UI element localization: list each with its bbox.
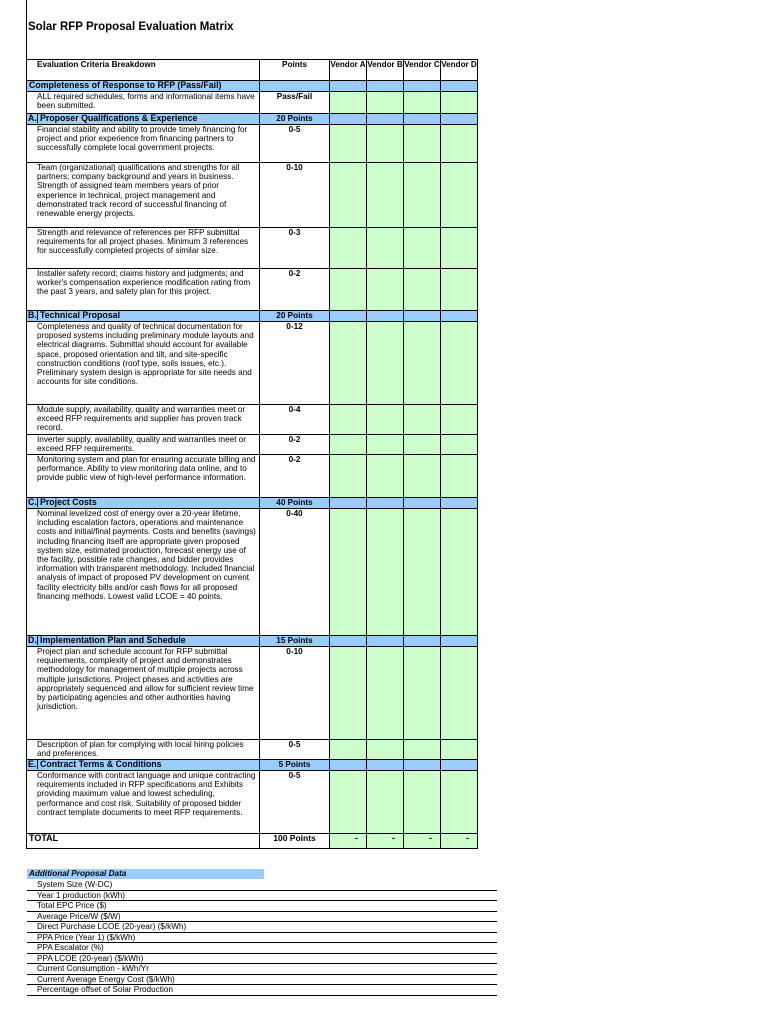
vendor-total-cell: -: [404, 834, 441, 849]
vendor-score-cell[interactable]: [404, 322, 441, 405]
section-vendor-cell: [441, 81, 478, 92]
section-row: [27, 311, 478, 322]
vendor-score-cell[interactable]: [404, 435, 441, 455]
vendor-score-cell[interactable]: [330, 647, 367, 740]
vendor-score-cell[interactable]: [330, 771, 367, 834]
criteria-points: 0-2: [260, 269, 330, 311]
vendor-score-cell[interactable]: [404, 509, 441, 636]
criteria-text: Monitoring system and plan for ensuring accurate billing and performance. Ability to view monitoring data online, and to provide public view of high-level performance information.: [27, 455, 260, 498]
criteria-row: [27, 435, 478, 455]
section-vendor-cell: [404, 81, 441, 92]
vendor-score-cell[interactable]: [441, 647, 478, 740]
vendor-score-cell[interactable]: [367, 228, 404, 269]
additional-data-list: [27, 880, 497, 996]
vendor-a-header: Vendor A: [330, 60, 367, 81]
vendor-score-cell[interactable]: [441, 228, 478, 269]
total-label: TOTAL: [27, 834, 260, 849]
vendor-score-cell[interactable]: [330, 125, 367, 163]
section-vendor-cell: [441, 636, 478, 647]
section-vendor-cell: [367, 498, 404, 509]
vendor-score-cell[interactable]: [367, 771, 404, 834]
section-points: 20 Points: [260, 114, 330, 125]
section-vendor-cell: [404, 498, 441, 509]
criteria-row: [27, 771, 478, 834]
vendor-score-cell[interactable]: [330, 455, 367, 498]
section-points: [260, 81, 330, 92]
header-row: [27, 60, 478, 81]
additional-data-title: Additional Proposal Data: [27, 869, 264, 879]
vendor-score-cell[interactable]: [330, 163, 367, 228]
section-title: [27, 114, 260, 125]
section-title: [27, 81, 260, 92]
section-points: 5 Points: [260, 760, 330, 771]
section-name: Project Costs: [40, 497, 97, 507]
criteria-text: Team (organizational) qualifications and strengths for all partners; company background and years in business. Strength of assigned team members years of prior experience in technical, project management and demonstrated track record of successful financing of renewable energy projects.: [27, 163, 260, 228]
vendor-score-cell[interactable]: [367, 92, 404, 114]
section-name: Technical Proposal: [40, 310, 121, 320]
section-name: Completeness of Response to RFP (Pass/Fail): [29, 80, 222, 90]
criteria-points: 0-3: [260, 228, 330, 269]
vendor-score-cell[interactable]: [367, 435, 404, 455]
section-vendor-cell: [330, 81, 367, 92]
vendor-score-cell[interactable]: [367, 125, 404, 163]
section-letter: D.: [28, 635, 37, 645]
vendor-score-cell[interactable]: [367, 509, 404, 636]
vendor-score-cell[interactable]: [441, 455, 478, 498]
criteria-row: [27, 92, 478, 114]
additional-data-item: Year 1 production (kWh): [27, 891, 497, 902]
criteria-points: 0-12: [260, 322, 330, 405]
points-header: Points: [260, 60, 330, 81]
section-vendor-cell: [330, 760, 367, 771]
section-vendor-cell: [441, 498, 478, 509]
section-row: [27, 636, 478, 647]
criteria-points: 0-5: [260, 771, 330, 834]
vendor-score-cell[interactable]: [441, 771, 478, 834]
criteria-row: [27, 740, 478, 760]
vendor-total-cell: -: [441, 834, 478, 849]
additional-data-item: Average Price/W ($/W): [27, 912, 497, 923]
vendor-score-cell[interactable]: [404, 228, 441, 269]
vendor-score-cell[interactable]: [330, 92, 367, 114]
page-title: Solar RFP Proposal Evaluation Matrix: [28, 21, 234, 33]
criteria-points: Pass/Fail: [260, 92, 330, 114]
vendor-score-cell[interactable]: [404, 92, 441, 114]
section-vendor-cell: [404, 311, 441, 322]
section-vendor-cell: [330, 498, 367, 509]
criteria-row: [27, 509, 478, 636]
criteria-row: [27, 125, 478, 163]
section-vendor-cell: [367, 311, 404, 322]
vendor-score-cell[interactable]: [404, 125, 441, 163]
additional-data-item: PPA LCOE (20-year) ($/kWh): [27, 954, 497, 965]
vendor-score-cell[interactable]: [330, 509, 367, 636]
criteria-text: Project plan and schedule account for RFP submittal requirements, complexity of project and demonstrates methodology for management of multiple projects across multiple jurisdictions. Project phases and activities are appropriately sequenced and allow for sufficient review time by participating agencies and other authorities having jurisdiction.: [27, 647, 260, 740]
vendor-score-cell[interactable]: [441, 509, 478, 636]
criteria-text: Strength and relevance of references per RFP submittal requirements for all project phases. Minimum 3 references for successfully completed projects of similar size.: [27, 228, 260, 269]
criteria-text: Description of plan for complying with local hiring policies and preferences.: [27, 740, 260, 760]
criteria-points: 0-4: [260, 405, 330, 435]
vendor-score-cell[interactable]: [404, 647, 441, 740]
section-letter: A.: [28, 113, 37, 123]
criteria-text: Nominal levelized cost of energy over a 20-year lifetime, including escalation factors, operations and maintenance costs and initial/final payments. Costs and benefits (savings) including financing itself are appropriate given proposed system size, estimated production, forecast energy use of the facility, possible rate changes, and bidder provides information with transparent methodology. Included financial analysis of impact of proposed PV development on current facility electricity bills and/or cash flows for all proposed financing methods. Lowest valid LCOE = 40 points.: [27, 509, 260, 636]
section-title: [27, 636, 260, 647]
criteria-row: [27, 455, 478, 498]
section-points: 40 Points: [260, 498, 330, 509]
vendor-score-cell[interactable]: [441, 405, 478, 435]
vendor-score-cell[interactable]: [367, 269, 404, 311]
section-letter: E.: [28, 759, 37, 769]
criteria-text: Financial stability and ability to provide timely financing for project and prior experience from financing partners to successfully complete local government projects.: [27, 125, 260, 163]
additional-data-item: System Size (W-DC): [27, 880, 497, 891]
criteria-points: 0-5: [260, 740, 330, 760]
section-vendor-cell: [404, 636, 441, 647]
section-vendor-cell: [441, 114, 478, 125]
criteria-text: Module supply, availability, quality and warranties meet or exceed RFP requirements and supplier has proven track record.: [27, 405, 260, 435]
vendor-score-cell[interactable]: [404, 771, 441, 834]
vendor-score-cell[interactable]: [367, 322, 404, 405]
vendor-total-cell: -: [367, 834, 404, 849]
section-title: [27, 311, 260, 322]
criteria-text: Installer safety record; claims history and judgments; and worker's compensation experience modification rating from the past 3 years, and safety plan for this project.: [27, 269, 260, 311]
vendor-score-cell[interactable]: [441, 322, 478, 405]
additional-data-item: Total EPC Price ($): [27, 901, 497, 912]
vendor-score-cell[interactable]: [367, 163, 404, 228]
section-vendor-cell: [367, 114, 404, 125]
section-vendor-cell: [367, 636, 404, 647]
vendor-score-cell[interactable]: [441, 435, 478, 455]
vendor-score-cell[interactable]: [441, 125, 478, 163]
section-vendor-cell: [330, 311, 367, 322]
vendor-c-header: Vendor C: [404, 60, 441, 81]
additional-data-item: Direct Purchase LCOE (20-year) ($/kWh): [27, 922, 497, 933]
section-points: 20 Points: [260, 311, 330, 322]
vendor-score-cell[interactable]: [330, 740, 367, 760]
vendor-score-cell[interactable]: [367, 405, 404, 435]
section-title: [27, 760, 260, 771]
section-vendor-cell: [404, 114, 441, 125]
vendor-score-cell[interactable]: [330, 405, 367, 435]
vendor-score-cell[interactable]: [404, 269, 441, 311]
criteria-text: Inverter supply, availability, quality and warranties meet or exceed RFP requirements.: [27, 435, 260, 455]
section-vendor-cell: [330, 114, 367, 125]
criteria-text: Conformance with contract language and unique contracting requirements included in RFP specifications and Exhibits providing maximum value and lowest scheduling, performance and cost risk. Suitability of proposed bidder contract template documents to meet RFP requirements.: [27, 771, 260, 834]
section-row: [27, 498, 478, 509]
section-letter: C.: [28, 497, 37, 507]
criteria-row: [27, 228, 478, 269]
vendor-score-cell[interactable]: [404, 740, 441, 760]
criteria-points: 0-10: [260, 647, 330, 740]
additional-data-item: Percentage offset of Solar Production: [27, 985, 497, 996]
section-row: [27, 114, 478, 125]
section-name: Proposer Qualifications & Experience: [40, 113, 198, 123]
section-vendor-cell: [367, 760, 404, 771]
total-points: 100 Points: [260, 834, 330, 849]
section-vendor-cell: [441, 311, 478, 322]
vendor-score-cell[interactable]: [404, 163, 441, 228]
criteria-row: [27, 269, 478, 311]
criteria-points: 0-5: [260, 125, 330, 163]
criteria-points: 0-2: [260, 455, 330, 498]
section-vendor-cell: [441, 760, 478, 771]
criteria-points: 0-2: [260, 435, 330, 455]
criteria-row: [27, 163, 478, 228]
section-name: Implementation Plan and Schedule: [40, 635, 186, 645]
vendor-score-cell[interactable]: [330, 435, 367, 455]
section-points: 15 Points: [260, 636, 330, 647]
criteria-row: [27, 647, 478, 740]
evaluation-matrix: [26, 59, 478, 849]
vendor-score-cell[interactable]: [441, 269, 478, 311]
vendor-score-cell[interactable]: [330, 322, 367, 405]
vendor-score-cell[interactable]: [367, 455, 404, 498]
section-vendor-cell: [404, 760, 441, 771]
vendor-score-cell[interactable]: [441, 92, 478, 114]
section-vendor-cell: [330, 636, 367, 647]
vendor-d-header: Vendor D: [441, 60, 478, 81]
vendor-score-cell[interactable]: [404, 455, 441, 498]
vendor-score-cell[interactable]: [367, 647, 404, 740]
section-vendor-cell: [367, 81, 404, 92]
section-title: [27, 498, 260, 509]
section-row: [27, 81, 478, 92]
criteria-header: Evaluation Criteria Breakdown: [27, 60, 260, 81]
vendor-total-cell: -: [330, 834, 367, 849]
section-name: Contract Terms & Conditions: [40, 759, 162, 769]
criteria-row: [27, 405, 478, 435]
criteria-text: Completeness and quality of technical documentation for proposed systems including preliminary module layouts and electrical diagrams. Submittal should account for available space, proposed orientation and tilt, and site-specific construction conditions (roof type, soils issues, etc.). Preliminary system design is appropriate for site needs and accounts for site conditions.: [27, 322, 260, 405]
vendor-score-cell[interactable]: [441, 163, 478, 228]
vendor-score-cell[interactable]: [404, 405, 441, 435]
additional-data-item: Current Average Energy Cost ($/kWh): [27, 975, 497, 986]
additional-data-item: Current Consumption - kWh/Yr: [27, 964, 497, 975]
vendor-score-cell[interactable]: [330, 228, 367, 269]
total-row: [27, 834, 478, 849]
criteria-row: [27, 322, 478, 405]
vendor-score-cell[interactable]: [441, 740, 478, 760]
criteria-points: 0-40: [260, 509, 330, 636]
vendor-score-cell[interactable]: [367, 740, 404, 760]
vendor-score-cell[interactable]: [330, 269, 367, 311]
additional-data-item: PPA Price (Year 1) ($/kWh): [27, 933, 497, 944]
additional-data-item: PPA Escalator (%): [27, 943, 497, 954]
vendor-b-header: Vendor B: [367, 60, 404, 81]
criteria-text: ALL required schedules, forms and informational items have been submitted.: [27, 92, 260, 114]
section-row: [27, 760, 478, 771]
criteria-points: 0-10: [260, 163, 330, 228]
section-letter: B.: [28, 310, 37, 320]
